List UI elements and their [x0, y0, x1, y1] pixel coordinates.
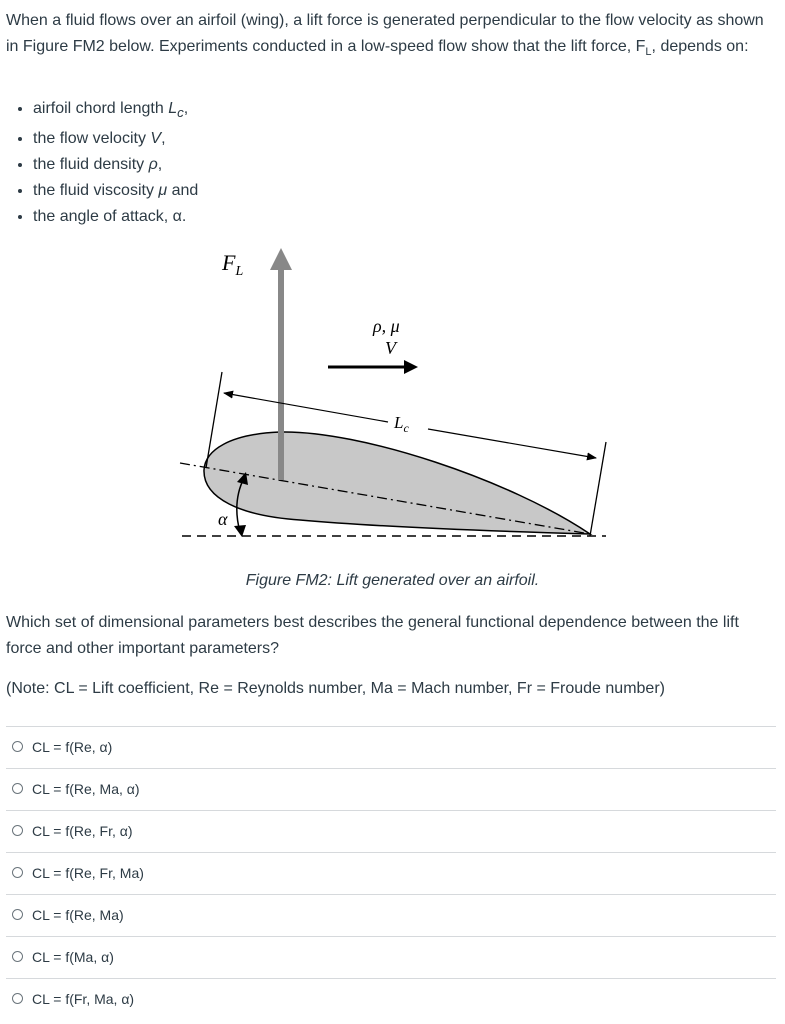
chord-dimension-right: [428, 429, 596, 458]
velocity-arrow-head: [404, 360, 418, 374]
answer-option[interactable]: [6, 810, 776, 852]
radio-button[interactable]: [12, 783, 23, 794]
parameter-symbol: α: [172, 208, 182, 226]
parameter-suffix: ,: [183, 100, 189, 117]
parameter-suffix: ,: [161, 130, 166, 148]
parameter-text: airfoil chord length: [33, 100, 169, 117]
parameter-suffix: .: [181, 208, 187, 226]
answer-option[interactable]: [6, 768, 776, 810]
parameter-symbol: μ: [158, 182, 168, 200]
angle-label: α: [218, 509, 228, 529]
answer-label[interactable]: CL = f(Re, Fr, α): [32, 823, 133, 839]
velocity-label: V: [385, 338, 396, 358]
radio-button[interactable]: [12, 993, 23, 1004]
parameter-symbol-sub: c: [177, 105, 184, 121]
answer-option[interactable]: [6, 936, 776, 978]
parameter-symbol: ρ: [148, 156, 158, 174]
figure-caption: Figure FM2: Lift generated over an airfoil.: [245, 572, 540, 589]
note-text: (Note: CL = Lift coefficient, Re = Reynolds number, Ma = Mach number, Fr = Froude number): [6, 680, 665, 697]
chord-label: $L_c$: [394, 413, 409, 435]
parameter-text: the fluid viscosity: [33, 182, 159, 200]
parameter-suffix: ,: [157, 156, 163, 174]
lift-label: $F_L$: [222, 250, 244, 279]
parameter-symbol: L: [168, 100, 178, 117]
parameter-item: [33, 96, 198, 126]
answer-label[interactable]: CL = f(Re, Fr, Ma): [32, 865, 144, 881]
lift-arrow-shaft: [278, 268, 284, 480]
parameter-text: the flow velocity: [33, 130, 151, 148]
airfoil-figure: [170, 240, 620, 560]
radio-button[interactable]: [12, 825, 23, 836]
parameter-item: [33, 178, 198, 204]
chord-extension-trailing: [590, 442, 606, 536]
question-text: Which set of dimensional parameters best describes the general functional dependence between the lift force and other important parameters?: [6, 614, 739, 657]
parameter-symbol: V: [150, 130, 162, 148]
radio-button[interactable]: [12, 909, 23, 920]
radio-button[interactable]: [12, 867, 23, 878]
answer-option[interactable]: [6, 852, 776, 894]
answer-label[interactable]: CL = f(Re, Ma, α): [32, 781, 140, 797]
answer-label[interactable]: CL = f(Re, Ma): [32, 907, 124, 923]
parameter-item: [33, 204, 198, 230]
parameter-list: [0, 96, 198, 230]
intro-subscript: L: [645, 46, 652, 59]
intro-paragraph: [6, 8, 778, 65]
parameter-item: [33, 152, 198, 178]
intro-text: When a fluid flows over an airfoil (wing), a lift force is generated perpendicular to the flow velocity as shown in Figure FM2 below. Experiments conducted in a low-speed flow show that the lift force, F: [6, 12, 764, 55]
parameter-suffix: and: [167, 182, 199, 200]
answer-label[interactable]: CL = f(Re, α): [32, 739, 113, 755]
parameter-text: the angle of attack,: [33, 208, 173, 226]
radio-button[interactable]: [12, 951, 23, 962]
answer-label[interactable]: CL = f(Fr, Ma, α): [32, 991, 135, 1007]
parameter-text: the fluid density: [33, 156, 149, 174]
radio-button[interactable]: [12, 741, 23, 752]
answer-option[interactable]: [6, 894, 776, 936]
fluid-props-label: ρ, μ: [373, 316, 400, 336]
airfoil-diagram: [170, 240, 620, 560]
lift-arrow-head: [270, 248, 292, 270]
parameter-item: [33, 126, 198, 152]
answer-option[interactable]: [6, 978, 776, 1020]
intro-text-end: , depends on:: [651, 38, 749, 55]
chord-dimension-left: [224, 393, 388, 422]
answer-list: [6, 726, 776, 1020]
answer-label[interactable]: CL = f(Ma, α): [32, 949, 114, 965]
answer-option[interactable]: [6, 726, 776, 768]
